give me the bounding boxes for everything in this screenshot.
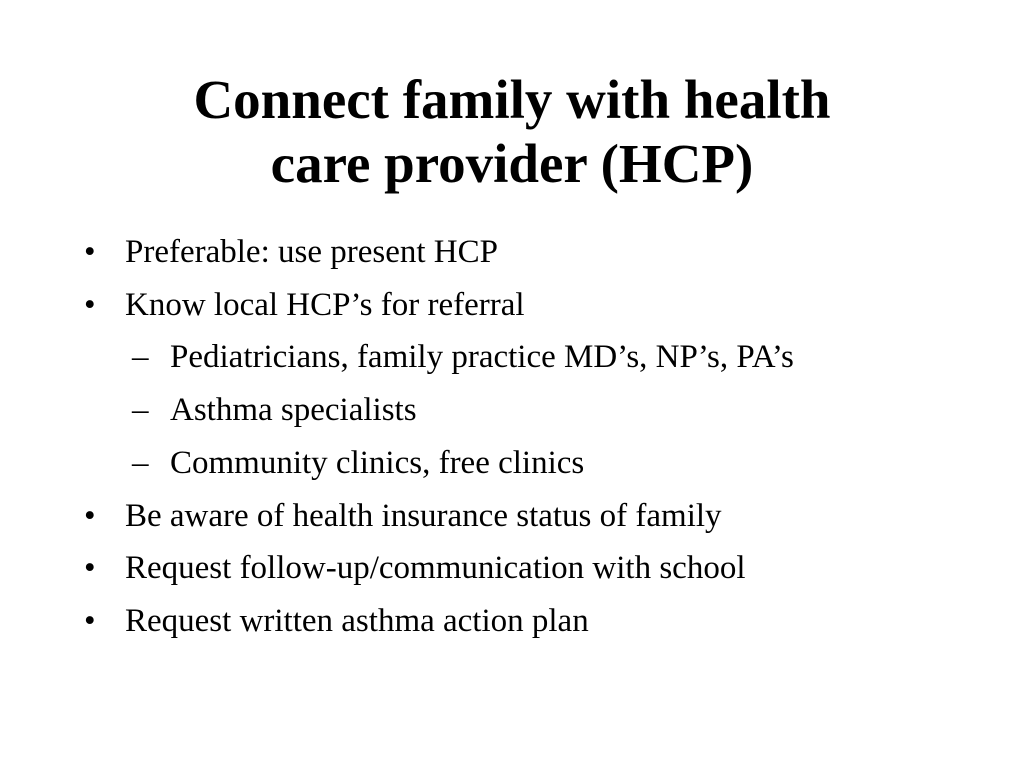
bullet-icon: • — [84, 234, 96, 270]
sub-item-asthma-specialists — [84, 384, 984, 437]
bullet-icon: • — [84, 602, 96, 639]
bullet-text: Be aware of health insurance status of family — [125, 497, 722, 534]
bullet-item-know-local — [84, 279, 984, 332]
slide-title — [0, 68, 1024, 196]
bullet-item-action-plan — [84, 595, 984, 648]
dash-icon: – — [132, 339, 149, 376]
sub-item-text: Pediatricians, family practice MD’s, NP’s, PA’s — [170, 339, 794, 376]
bullet-item-preferable — [84, 226, 984, 279]
dash-icon: – — [132, 444, 149, 481]
sub-item-text: Community clinics, free clinics — [170, 444, 585, 481]
slide-title-line-2: care provider (HCP) — [270, 133, 754, 194]
sub-item-pediatricians — [84, 331, 984, 384]
sub-item-text: Asthma specialists — [170, 392, 417, 429]
slide-title-line-1: Connect family with health — [193, 69, 831, 130]
bullet-text: Know local HCP’s for referral — [125, 286, 525, 323]
bullet-item-follow-up — [84, 542, 984, 595]
bullet-item-insurance — [84, 490, 984, 543]
bullet-text: Request written asthma action plan — [125, 602, 589, 639]
bullet-text: Request follow-up/communication with school — [125, 550, 746, 587]
dash-icon: – — [132, 392, 149, 429]
bullet-icon: • — [84, 550, 96, 587]
bullet-list — [84, 226, 984, 648]
bullet-icon: • — [84, 286, 96, 323]
bullet-text: Preferable: use present HCP — [125, 234, 498, 270]
sub-item-community-clinics — [84, 437, 984, 490]
bullet-icon: • — [84, 497, 96, 534]
